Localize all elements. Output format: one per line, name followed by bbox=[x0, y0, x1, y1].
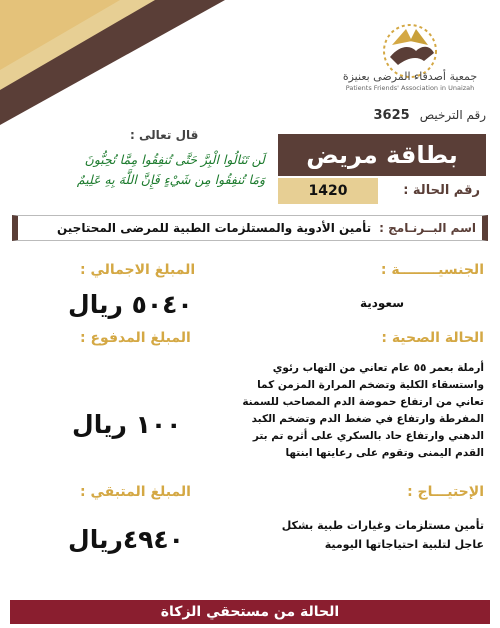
quran-verse bbox=[20, 150, 265, 190]
license-label: رقم الترخيص bbox=[419, 108, 486, 122]
paid-amount-value: ١٠٠ ريال bbox=[72, 410, 182, 439]
case-number-value: 1420 bbox=[278, 178, 378, 204]
org-name-arabic: جمعية أصدقاء المرضى بعنيزة bbox=[342, 70, 478, 83]
verse-intro: قال تعالى : bbox=[130, 128, 199, 142]
total-amount-label: المبلغ الاجمالي : bbox=[80, 262, 196, 278]
health-description: أرملة بعمر ٥٥ عام تعاني من التهاب رئوي واستسقاء الكلية وتضخم المرارة المزمن كما تعاني من ارتفاع حموضة الدم المصاحب للسمنة المفرطة وارتفاع في ضغط الدم وتضخم الكبد الدهني وارتفاع حاد بالسكري على أثره تم بتر القدم اليمنى وتقوم على رعايتها ابنتها bbox=[242, 362, 484, 459]
program-strip bbox=[12, 215, 488, 241]
license-number: 3625 bbox=[373, 108, 410, 123]
program-value: تأمين الأدوية والمستلزمات الطبية للمرضى المحتاجين bbox=[56, 221, 372, 235]
corner-decoration bbox=[0, 0, 230, 140]
verse-line-1: لَن تَنَالُوا الْبِرَّ حَتَّى تُنفِقُوا مِمَّا تُحِبُّونَ bbox=[84, 152, 265, 167]
license-line bbox=[374, 108, 487, 123]
health-label: الحالة الصحية : bbox=[381, 330, 484, 346]
org-name-english: Patients Friends' Association in Unaizah bbox=[345, 84, 475, 92]
card-title: بطاقة مريض bbox=[278, 134, 486, 176]
total-amount-value: ٥٠٤٠ ريال bbox=[68, 290, 193, 319]
need-description: تأمين مستلزمات وغيارات طبية بشكل عاجل لتلبية احتياجاتها اليومية bbox=[281, 519, 484, 551]
program-label: اسم البــرنـامج : bbox=[379, 221, 476, 235]
need-label: الإحتيـــاج : bbox=[407, 484, 484, 500]
case-number-label: رقم الحالة : bbox=[376, 178, 486, 204]
remaining-amount-value: ٤٩٤٠ريال bbox=[68, 525, 184, 554]
paid-amount-label: المبلغ المدفوع : bbox=[80, 330, 191, 346]
zakat-footer: الحالة من مستحقي الزكاة bbox=[10, 600, 490, 624]
remaining-amount-label: المبلغ المتبقي : bbox=[80, 484, 191, 500]
verse-line-2: وَمَا تُنفِقُوا مِن شَيْءٍ فَإِنَّ اللَّهَ بِهِ عَلِيمٌ bbox=[76, 172, 265, 187]
case-number-row bbox=[278, 178, 486, 204]
nationality-value: سعودية bbox=[359, 296, 404, 310]
nationality-label: الجنسيــــــــة : bbox=[380, 262, 484, 278]
